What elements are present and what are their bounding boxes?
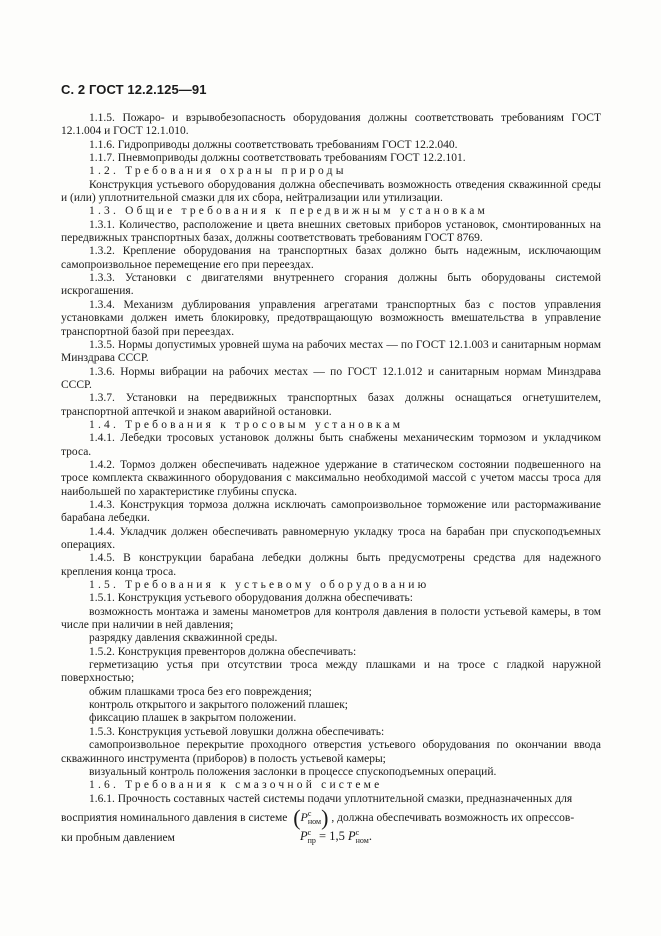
paragraph: 1.4.1. Лебедки тросовых установок должны быть снабжены механическим тормозом и укладчиком троса. <box>61 432 601 458</box>
paragraph: обжим плашками троса без его повреждения; <box>89 685 312 698</box>
paragraph: возможность монтажа и замены манометров для контроля давления в полости устьевой камеры, в том числе при наличии в ней давления; <box>61 605 601 632</box>
inline-formula-sub: ном <box>307 817 322 827</box>
section-heading: 1.2. Требования охраны природы <box>89 165 347 178</box>
formula-end: . <box>368 829 372 843</box>
paragraph: герметизацию устья при отсутствии троса между плашками и на тросе с гладкой наружной поверхностью; <box>61 659 601 685</box>
paragraph-text: восприятия номинального давления в системе <box>61 811 288 824</box>
paragraph: Конструкция устьевого оборудования должна обеспечивать возможность отведения скважинной среды и (или) уплотнительной смазки для их сбора, нейтрализации или утилизации. <box>61 178 601 205</box>
paragraph: 1.3.3. Установки с двигателями внутреннего сгорания должны быть оборудованы системой искрогашения. <box>61 272 601 298</box>
formula <box>300 829 372 845</box>
paragraph: 1.1.7. Пневмоприводы должны соответствовать требованиям ГОСТ 12.2.101. <box>89 152 466 165</box>
formula-rhs-index <box>356 829 369 845</box>
section-heading: 1.3. Общие требования к передвижным установкам <box>89 205 489 218</box>
paragraph: 1.3.2. Крепление оборудования на транспортных базах должно быть надежным, исключающим самопроизвольное перемещение его при переездах. <box>61 245 601 271</box>
formula-rhs-sub: ном <box>355 836 369 845</box>
paragraph-line: ки пробным давлением <box>61 831 175 844</box>
paragraph-line: 1.6.1. Прочность составных частей системы подачи уплотнительной смазки, предназначенных для <box>89 792 573 805</box>
paragraph-line <box>61 806 601 831</box>
section-heading: 1.4. Требования к тросовым установкам <box>89 418 404 431</box>
paragraph: самопроизвольное перекрытие проходного отверстия устьевого оборудования по окончании ввода скважинного инструмента (приборов) в полость устьевой камеры; <box>61 739 601 765</box>
document-body <box>61 112 601 845</box>
paragraph: 1.4.3. Конструкция тормоза должна исключать самопроизвольное торможение или растормаживание барабана лебедки. <box>61 498 601 525</box>
inline-formula-letter: P <box>300 809 308 824</box>
paragraph: 1.4.5. В конструкции барабана лебедки должны быть предусмотрены средства для надежного крепления конца троса. <box>61 552 601 578</box>
paragraph: 1.3.7. Установки на передвижных транспортных базах должны оснащаться огнетушителем, транспортной аптечкой и знаком аварийной остановки. <box>61 392 601 418</box>
paren-close: ) <box>321 805 329 831</box>
paragraph: 1.1.6. Гидроприводы должны соответствовать требованиям ГОСТ 12.2.040. <box>89 138 458 151</box>
formula-rhs-letter: P <box>347 829 356 843</box>
formula-lhs-sub: пр <box>307 836 316 845</box>
inline-formula <box>290 805 331 831</box>
formula-lhs-index <box>308 829 316 845</box>
paragraph: визуальный контроль положения заслонки в процессе спускоподъемных операций. <box>89 765 497 778</box>
formula-lhs-letter: P <box>300 829 308 843</box>
paragraph: фиксацию плашек в закрытом положении. <box>89 712 297 725</box>
paragraph: 1.1.5. Пожаро- и взрывобезопасность оборудования должны соответствовать требованиям ГОСТ 12.1.004 и ГОСТ 12.1.010. <box>61 112 601 138</box>
section-heading: 1.6. Требования к смазочной системе <box>89 779 383 792</box>
paragraph-text: , должна обеспечивать возможность их опрессов- <box>331 811 575 824</box>
paragraph: контроль открытого и закрытого положений плашек; <box>89 699 348 712</box>
paragraph: 1.3.4. Механизм дублирования управления агрегатами транспортных баз с постов управления установками должен иметь блокировку, предотвращающую возможность вмешательства в управление транспортной базой при переездах. <box>61 298 601 338</box>
inline-formula-sup: с <box>307 809 312 819</box>
paragraph: 1.5.3. Конструкция устьевой ловушки должна обеспечивать: <box>89 725 385 738</box>
paragraph: 1.5.1. Конструкция устьевого оборудования должна обеспечивать: <box>89 592 413 605</box>
page-header: С. 2 ГОСТ 12.2.125—91 <box>61 82 207 97</box>
formula-rhs-sup: с <box>355 828 360 837</box>
paragraph: 1.3.6. Нормы вибрации на рабочих местах — по ГОСТ 12.1.012 и санитарным нормам Минздрава СССР. <box>61 365 601 391</box>
paragraph: 1.3.5. Нормы допустимых уровней шума на рабочих местах — по ГОСТ 12.1.003 и санитарным нормам Минздрава СССР. <box>61 338 601 365</box>
paragraph: 1.5.2. Конструкция превенторов должна обеспечивать: <box>89 645 357 658</box>
inline-formula-index <box>308 810 321 826</box>
paragraph: 1.4.2. Тормоз должен обеспечивать надежное удержание в статическом состоянии подвешенного на тросе комплекта скважинного оборудования с максимально необходимой массой с учетом массы троса для наибольшей по характеристике глубины спуска. <box>61 458 601 498</box>
formula-lhs-sup: с <box>307 828 312 837</box>
paragraph: 1.4.4. Укладчик должен обеспечивать равномерную укладку троса на барабан при спускоподъемных операциях. <box>61 525 601 551</box>
paren-open: ( <box>293 805 301 831</box>
paragraph: разрядку давления скважинной среды. <box>89 632 278 645</box>
formula-equals: = 1,5 <box>319 829 345 843</box>
paragraph: 1.3.1. Количество, расположение и цвета внешних световых приборов установок, смонтированных на передвижных транспортных базах, должны соответствовать требованиям ГОСТ 8769. <box>61 218 601 245</box>
section-heading: 1.5. Требования к устьевому оборудованию <box>89 579 430 592</box>
